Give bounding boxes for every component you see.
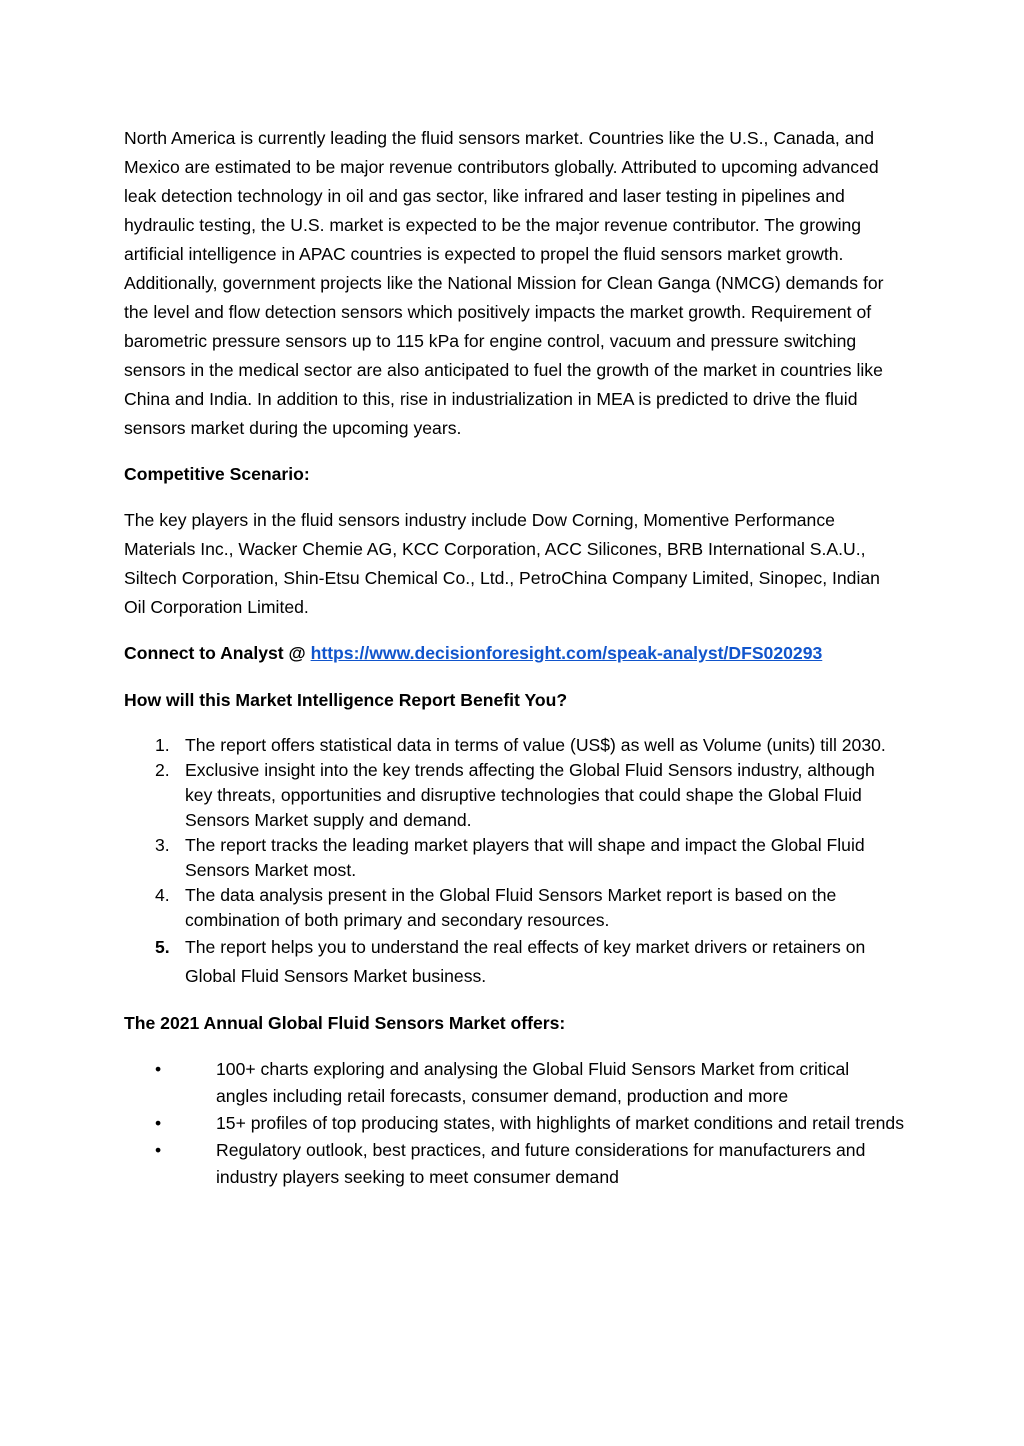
- list-item: [124, 833, 904, 883]
- connect-analyst-label: Connect to Analyst @: [124, 643, 311, 663]
- list-item-text: The data analysis present in the Global Fluid Sensors Market report is based on the combination of both primary and secondary resources.: [185, 885, 837, 930]
- list-item-text: The report helps you to understand the real effects of key market drivers or retainers on Global Fluid Sensors Market business.: [185, 937, 866, 986]
- list-item: [124, 1137, 904, 1191]
- list-item-number: 1.: [155, 735, 170, 755]
- list-item-text: 15+ profiles of top producing states, with highlights of market conditions and retail trends: [216, 1113, 905, 1133]
- list-item-text: Regulatory outlook, best practices, and future considerations for manufacturers and industry players seeking to meet consumer demand: [216, 1140, 866, 1187]
- bullet-icon: •: [155, 1113, 162, 1133]
- competitive-paragraph: The key players in the fluid sensors industry include Dow Corning, Momentive Performance Materials Inc., Wacker Chemie AG, KCC Corporation, ACC Silicones, BRB International S.A.U., Siltech Corporation, Shin-Etsu Chemical Co., Ltd., PetroChina Company Limited, Sinopec, Indian Oil Corporation Limited.: [124, 510, 880, 617]
- list-item-number: 4.: [155, 885, 170, 905]
- list-item-text: The report offers statistical data in terms of value (US$) as well as Volume (units) till 2030.: [185, 735, 886, 755]
- list-item: [124, 758, 904, 833]
- list-item: [124, 1110, 904, 1137]
- list-item: [124, 733, 904, 758]
- list-item-text: The report tracks the leading market players that will shape and impact the Global Fluid Sensors Market most.: [185, 835, 865, 880]
- list-item: [124, 1056, 904, 1110]
- list-item-text: Exclusive insight into the key trends affecting the Global Fluid Sensors industry, although key threats, opportunities and disruptive technologies that could shape the Global Fluid Sensors Market supply and demand.: [185, 760, 875, 830]
- list-item: [124, 883, 904, 933]
- list-item-number: 2.: [155, 760, 170, 780]
- offers-list: [124, 1056, 904, 1191]
- list-item-text: 100+ charts exploring and analysing the Global Fluid Sensors Market from critical angles including retail forecasts, consumer demand, production and more: [216, 1059, 850, 1106]
- bullet-icon: •: [155, 1140, 162, 1160]
- bullet-icon: •: [155, 1059, 162, 1079]
- benefits-heading: How will this Market Intelligence Report Benefit You?: [124, 690, 568, 710]
- intro-paragraph: North America is currently leading the fluid sensors market. Countries like the U.S., Canada, and Mexico are estimated to be major revenue contributors globally. Attributed to upcoming advanced leak detection technology in oil and gas sector, like infrared and laser testing in pipelines and hydraulic testing, the U.S. market is expected to be the major revenue contributor. The growing artificial intelligence in APAC countries is expected to propel the fluid sensors market growth. Additionally, government projects like the National Mission for Clean Ganga (NMCG) demands for the level and flow detection sensors which positively impacts the market growth. Requirement of barometric pressure sensors up to 115 kPa for engine control, vacuum and pressure switching sensors in the medical sector are also anticipated to fuel the growth of the market in countries like China and India. In addition to this, rise in industrialization in MEA is predicted to drive the fluid sensors market during the upcoming years.: [124, 128, 884, 438]
- document-page: [124, 124, 904, 1191]
- connect-analyst-line: [124, 639, 904, 668]
- competitive-heading: Competitive Scenario:: [124, 464, 310, 484]
- list-item-number: 3.: [155, 835, 170, 855]
- list-item-number: 5.: [155, 937, 170, 957]
- analyst-link[interactable]: https://www.decisionforesight.com/speak-analyst/DFS020293: [310, 643, 823, 663]
- offers-heading: The 2021 Annual Global Fluid Sensors Market offers:: [124, 1013, 566, 1033]
- benefits-list: [124, 733, 904, 991]
- list-item: [124, 933, 904, 991]
